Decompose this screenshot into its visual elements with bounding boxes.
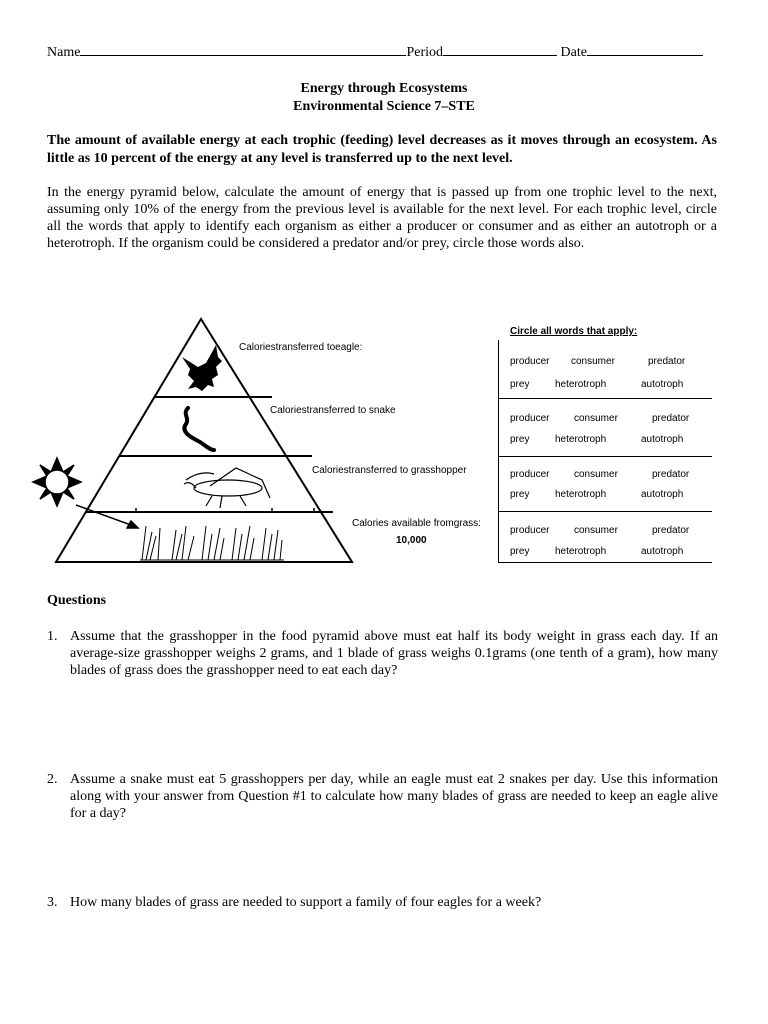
word-table-vline	[498, 340, 499, 562]
course-title: Environmental Science 7–STE	[293, 99, 475, 114]
header-line	[47, 43, 719, 61]
grasshopper-icon	[184, 468, 270, 508]
grasshopper-word-prey[interactable]: prey	[510, 489, 530, 500]
word-table-divider-4	[498, 562, 712, 563]
snake-word-producer[interactable]: producer	[510, 413, 550, 424]
sunlight-arrow	[76, 505, 138, 528]
label-eagle-calories: Caloriestransferred toeagle:	[239, 342, 363, 353]
date-label: Date	[560, 45, 587, 60]
instructions-paragraph: In the energy pyramid below, calculate the amount of energy that is passed up from one trophic level to the next, assuming only 10% of the energy from the previous level is available for the next level. For each trophic level, circle all the words that apply to identify each organism as either a producer or consumer and as either an autotroph or a heterotroph. If the organism could be considered a predator and/or prey, circle those words also.	[47, 185, 717, 251]
date-blank[interactable]	[587, 43, 703, 56]
grasshopper-word-autotroph[interactable]: autotroph	[641, 489, 684, 500]
label-grass-calories: Calories available fromgrass:	[352, 518, 481, 529]
question-3	[47, 894, 719, 914]
eagle-word-producer[interactable]: producer	[510, 356, 550, 367]
intro-paragraph: The amount of available energy at each trophic (feeding) level decreases as it moves through an ecosystem. As little as 10 percent of the energy at any level is transferred up to the next level.	[47, 133, 717, 166]
snake-word-predator[interactable]: predator	[652, 413, 690, 424]
eagle-word-heterotroph[interactable]: heterotroph	[555, 379, 607, 390]
question-2-number: 2.	[47, 772, 58, 787]
label-grasshopper-calories: Caloriestransferred to grasshopper	[312, 465, 467, 476]
grasshopper-word-consumer[interactable]: consumer	[574, 469, 618, 480]
question-1-text: Assume that the grasshopper in the food pyramid above must eat half its body weight in grass each day. If an average-size grasshopper weighs 2 grams, and 1 blade of grass weighs 0.1grams (one tenth of a gram), how many blades of grass does the grasshopper need to eat each day?	[70, 629, 718, 678]
question-3-number: 3.	[47, 895, 58, 910]
grass-word-predator[interactable]: predator	[652, 525, 690, 536]
grass-word-autotroph[interactable]: autotroph	[641, 546, 684, 557]
name-blank[interactable]	[80, 43, 406, 56]
period-blank[interactable]	[443, 43, 557, 56]
grass-word-heterotroph[interactable]: heterotroph	[555, 546, 607, 557]
question-1-number: 1.	[47, 629, 58, 644]
grass-word-producer[interactable]: producer	[510, 525, 550, 536]
page-title: Energy through Ecosystems	[300, 81, 468, 96]
grass-icon	[140, 526, 284, 560]
question-1	[47, 628, 719, 688]
title-block	[0, 80, 768, 116]
eagle-word-autotroph[interactable]: autotroph	[641, 379, 684, 390]
sun-icon	[33, 458, 81, 506]
snake-icon	[184, 408, 214, 450]
question-2	[47, 771, 719, 831]
word-table-divider-2	[498, 456, 712, 457]
name-label: Name	[47, 45, 81, 60]
questions-heading: Questions	[47, 593, 107, 608]
label-snake-calories: Caloriestransferred to snake	[270, 405, 396, 416]
eagle-word-prey[interactable]: prey	[510, 379, 530, 390]
question-2-text: Assume a snake must eat 5 grasshoppers per day, while an eagle must eat 2 snakes per day. Use this information along with your answer from Question #1 to calculate how many blades of grass are needed to keep an eagle alive for a day?	[70, 772, 718, 821]
word-table-divider-1	[498, 398, 712, 399]
grasshopper-word-heterotroph[interactable]: heterotroph	[555, 489, 607, 500]
snake-word-prey[interactable]: prey	[510, 434, 530, 445]
grass-word-consumer[interactable]: consumer	[574, 525, 618, 536]
pyramid-outline	[56, 319, 352, 562]
question-3-text: How many blades of grass are needed to support a family of four eagles for a week?	[70, 895, 542, 910]
word-table-title: Circle all words that apply:	[510, 326, 638, 337]
snake-word-autotroph[interactable]: autotroph	[641, 434, 684, 445]
word-table-divider-3	[498, 511, 712, 512]
grasshopper-word-producer[interactable]: producer	[510, 469, 550, 480]
grass-word-prey[interactable]: prey	[510, 546, 530, 557]
grasshopper-word-predator[interactable]: predator	[652, 469, 690, 480]
snake-word-consumer[interactable]: consumer	[574, 413, 618, 424]
eagle-word-predator[interactable]: predator	[648, 356, 686, 367]
snake-word-heterotroph[interactable]: heterotroph	[555, 434, 607, 445]
eagle-icon	[182, 345, 222, 391]
grass-calorie-value: 10,000	[396, 535, 427, 546]
eagle-word-consumer[interactable]: consumer	[571, 356, 615, 367]
period-label: Period	[406, 45, 443, 60]
